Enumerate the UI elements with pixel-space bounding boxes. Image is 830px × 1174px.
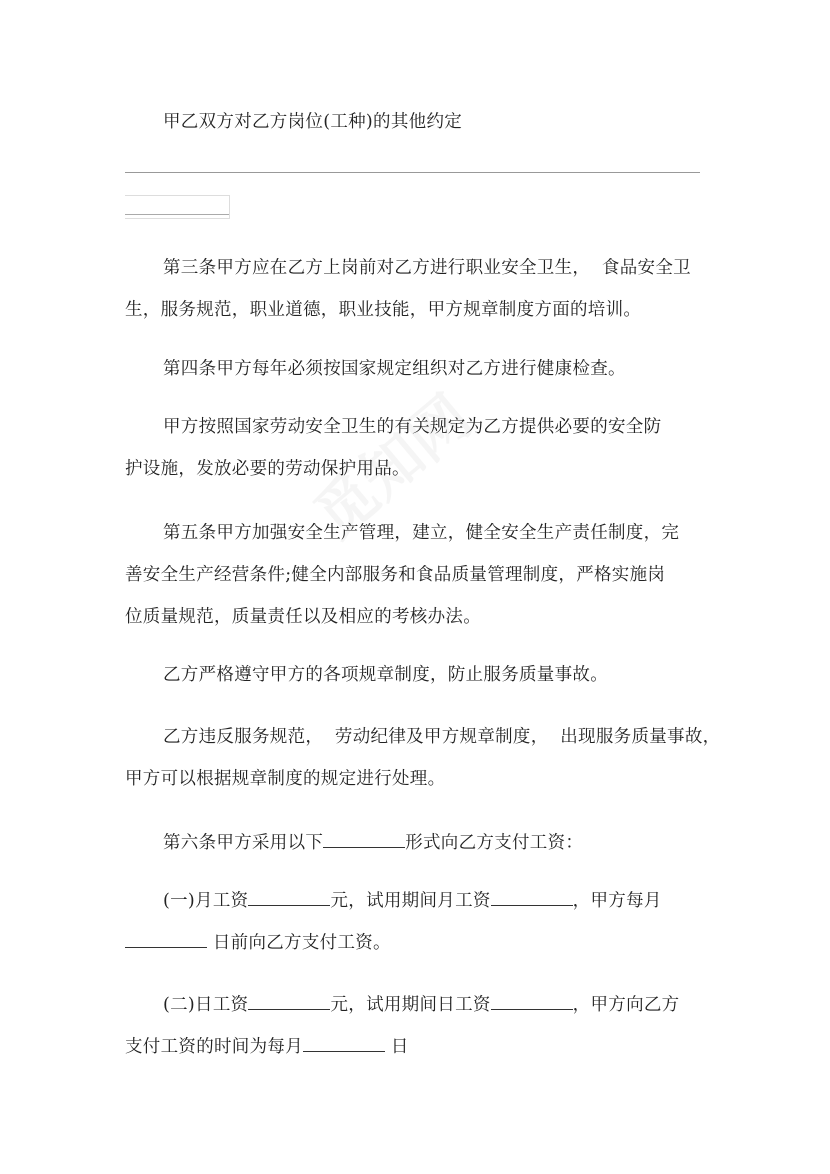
text: (二)日工资 bbox=[163, 995, 249, 1015]
article-3-line-2: 生，服务规范，职业道德，职业技能，甲方规章制度方面的培训。 bbox=[125, 300, 642, 320]
probation-monthly-wage-blank[interactable] bbox=[491, 889, 573, 906]
text: 日 bbox=[385, 1037, 409, 1057]
text: ，甲方向乙方 bbox=[572, 995, 680, 1015]
item-2-line-2 bbox=[125, 1035, 409, 1058]
article-6-line bbox=[163, 831, 583, 854]
blank-field-box bbox=[125, 195, 230, 219]
pay-day-blank[interactable] bbox=[125, 931, 207, 948]
article-5-line-3: 位质量规范，质量责任以及相应的考核办法。 bbox=[125, 607, 481, 627]
paragraph-violation-line-2: 甲方可以根据规章制度的规定进行处理。 bbox=[125, 769, 446, 789]
probation-daily-wage-blank[interactable] bbox=[491, 993, 573, 1010]
text: (一)月工资 bbox=[163, 891, 249, 911]
text: 元，试用期间月工资 bbox=[330, 891, 491, 911]
article-4-line: 第四条甲方每年必须按国家规定组织对乙方进行健康检查。 bbox=[163, 359, 626, 379]
text: 元，试用期间日工资 bbox=[330, 995, 491, 1015]
blank-line-rule bbox=[125, 172, 700, 173]
payment-form-blank[interactable] bbox=[323, 831, 405, 848]
text: 支付工资的时间为每月 bbox=[125, 1037, 303, 1057]
text: 形式向乙方支付工资： bbox=[405, 833, 584, 853]
paragraph-safety-line-1: 甲方按照国家劳动安全卫生的有关规定为乙方提供必要的安全防 bbox=[163, 417, 662, 437]
monthly-wage-blank[interactable] bbox=[248, 889, 330, 906]
paragraph-violation-line-1: 乙方违反服务规范， 劳动纪律及甲方规章制度， 出现服务质量事故， bbox=[163, 727, 721, 747]
text: 日前向乙方支付工资。 bbox=[207, 933, 391, 953]
article-5-line-2: 善安全生产经营条件;健全内部服务和食品质量管理制度，严格实施岗 bbox=[125, 565, 666, 585]
monthly-pay-day-blank[interactable] bbox=[303, 1035, 385, 1052]
item-2-line-1 bbox=[163, 993, 679, 1016]
article-5-line-1: 第五条甲方加强安全生产管理，建立，健全安全生产责任制度，完 bbox=[163, 523, 680, 543]
section-heading: 甲乙双方对乙方岗位(工种)的其他约定 bbox=[163, 112, 463, 132]
text: ，甲方每月 bbox=[572, 891, 662, 911]
text: 第六条甲方采用以下 bbox=[163, 833, 324, 853]
item-1-line-2 bbox=[125, 931, 391, 954]
item-1-line-1 bbox=[163, 889, 662, 912]
paragraph-compliance-line: 乙方严格遵守甲方的各项规章制度，防止服务质量事故。 bbox=[163, 665, 608, 685]
daily-wage-blank[interactable] bbox=[248, 993, 330, 1010]
paragraph-safety-line-2: 护设施，发放必要的劳动保护用品。 bbox=[125, 459, 410, 479]
article-3-line-1: 第三条甲方应在乙方上岗前对乙方进行职业安全卫生， 食品安全卫 bbox=[163, 258, 691, 278]
